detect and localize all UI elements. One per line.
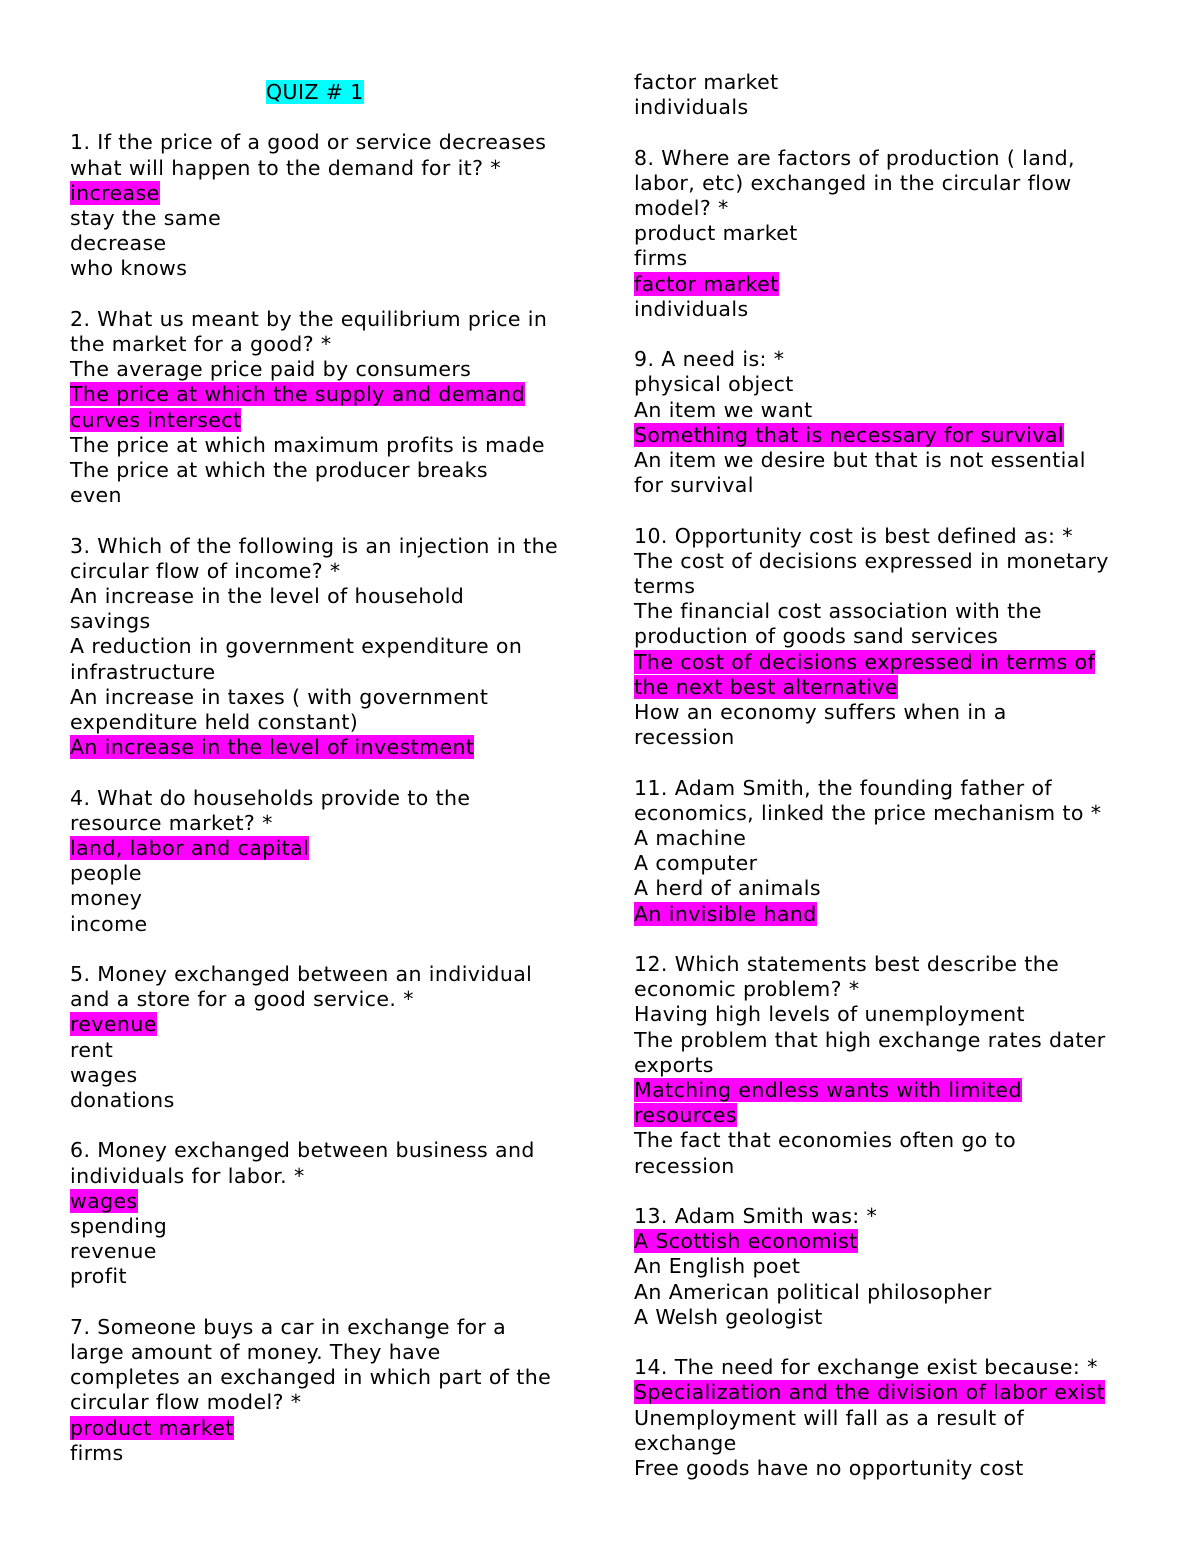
answer-option [70,1063,570,1088]
option-text: spending [70,1214,168,1239]
left-column [70,0,570,1466]
option-text: physical object [634,372,794,397]
highlighted-answer: Matching endless wants with limited [634,1078,1022,1103]
option-text: A reduction in government expenditure on [70,634,523,659]
answer-option [70,735,570,760]
option-text: exchange [634,1430,737,1455]
answer-option [70,609,570,634]
highlighted-answer: land, labor and capital [70,836,310,861]
question-block-q14 [634,1355,1144,1481]
answer-option [634,574,1144,599]
highlighted-answer: resources [634,1103,737,1128]
answer-option [70,1239,570,1264]
question-text: economics, linked the price mechanism to * [634,800,1102,825]
question-text: 10. Opportunity cost is best defined as: * [634,523,1073,548]
answer-option [634,876,1144,901]
option-text: A Welsh geologist [634,1304,823,1329]
highlighted-answer: revenue [70,1012,157,1037]
right-question-list [634,70,1144,1481]
answer-option [70,231,570,256]
question-block-q3 [70,534,570,761]
option-text: recession [634,725,735,750]
answer-option [634,246,1144,271]
option-text: product market [634,221,798,246]
highlighted-answer: An invisible hand [634,901,817,926]
answer-option [634,1154,1144,1179]
question-text: and a store for a good service. * [70,987,414,1012]
quiz-title: QUIZ # 1 [266,80,364,104]
option-text: The price at which the producer breaks [70,458,488,483]
question-block-q11 [634,776,1144,927]
question-block-q1 [70,130,570,281]
answer-option [70,836,570,861]
answer-option [634,372,1144,397]
option-text: The problem that high exchange rates dater [634,1027,1106,1052]
answer-option [634,221,1144,246]
option-text: Free goods have no opportunity cost [634,1456,1024,1481]
answer-option [70,408,570,433]
answer-option [634,448,1144,473]
question-text: 4. What do households provide to the [70,785,471,810]
question-text: 3. Which of the following is an injection in the [70,533,558,558]
answer-option [70,458,570,483]
answer-option [70,660,570,685]
answer-option [634,1254,1144,1279]
answer-option [634,1456,1144,1481]
answer-option [70,861,570,886]
question-spacer [634,1179,1144,1204]
question-text: large amount of money. They have [70,1340,441,1365]
option-text: terms [634,574,696,599]
option-text: people [70,861,142,886]
highlighted-answer: An increase in the level of investment [70,735,475,760]
question-block-q10 [634,524,1144,751]
option-text: An American political philosopher [634,1279,992,1304]
answer-option [70,685,570,710]
question-text: 14. The need for exchange exist because: * [634,1355,1098,1380]
highlighted-answer: the next best alternative [634,674,898,699]
highlighted-answer: Something that is necessary for survival [634,422,1064,447]
answer-option [634,624,1144,649]
option-text: revenue [70,1239,157,1264]
answer-option [70,710,570,735]
question-text: the market for a good? * [70,332,332,356]
answer-option [70,206,570,231]
answer-option [634,725,1144,750]
question-spacer [634,498,1144,523]
option-text: The financial cost association with the [634,599,1042,624]
answer-option [70,886,570,911]
question-text: 6. Money exchanged between business and [70,1138,535,1163]
answer-option [634,826,1144,851]
question-spacer [70,282,570,307]
option-text: The fact that economies often go to [634,1128,1017,1153]
highlighted-answer: factor market [634,271,779,296]
question-block-q4 [70,786,570,937]
question-text: model? * [634,196,729,220]
option-text: who knows [70,256,188,281]
answer-option [634,297,1144,322]
question-spacer [70,1113,570,1138]
question-block-q13 [634,1204,1144,1330]
answer-option [634,95,1144,120]
question-text: 8. Where are factors of production ( land, [634,145,1075,170]
option-text: How an economy suffers when in a [634,700,1007,725]
question-spacer [634,120,1144,145]
answer-option [634,851,1144,876]
question-text: 7. Someone buys a car in exchange for a [70,1314,507,1339]
question-spacer [634,1330,1144,1355]
answer-option [634,549,1144,574]
answer-option [634,1028,1144,1053]
option-text: decrease [70,231,167,256]
answer-option [634,599,1144,624]
question-spacer [634,750,1144,775]
answer-option [634,902,1144,927]
answer-option [634,1128,1144,1153]
option-text: money [70,886,143,911]
answer-option [634,675,1144,700]
answer-option [634,1280,1144,1305]
answer-option [70,382,570,407]
option-text: An increase in the level of household [70,584,465,609]
option-text: income [70,911,148,936]
title-line [70,80,570,105]
option-text: A machine [634,826,747,851]
option-text: An item we desire but that is not essential [634,448,1086,473]
option-text: The cost of decisions expressed in monetary [634,548,1109,573]
question-spacer [70,1290,570,1315]
option-text: The average price paid by consumers [70,357,472,382]
option-text: individuals [634,95,749,120]
answer-option [634,473,1144,498]
question-text: 9. A need is: * [634,347,785,372]
answer-option [634,1406,1144,1431]
highlighted-answer: A Scottish economist [634,1229,858,1254]
option-text: rent [70,1037,114,1062]
option-text: expenditure held constant) [70,710,359,735]
option-text: An item we want [634,397,813,422]
question-text: completes an exchanged in which part of the [70,1365,552,1390]
option-text: savings [70,609,151,634]
option-text: firms [634,246,688,271]
highlighted-answer: The price at which the supply and demand [70,382,525,407]
answer-option [70,912,570,937]
answer-option [634,1078,1144,1103]
question-block-q9 [634,347,1144,498]
question-spacer [634,927,1144,952]
option-text: A herd of animals [634,876,821,901]
highlighted-answer: Specialization and the division of labor exist [634,1380,1106,1405]
question-text: 1. If the price of a good or service decreases [70,130,547,155]
highlighted-answer: product market [70,1415,234,1440]
answer-option [70,1264,570,1289]
question-spacer [70,508,570,533]
question-text: individuals for labor. * [70,1163,305,1188]
option-text: individuals [634,296,749,321]
answer-option [70,433,570,458]
question-text: what will happen to the demand for it? * [70,155,501,180]
question-block-q6 [70,1138,570,1289]
answer-option [634,1053,1144,1078]
question-spacer [70,937,570,962]
option-text: infrastructure [70,659,216,684]
answer-option [70,1214,570,1239]
answer-option [634,1305,1144,1330]
answer-option [634,1002,1144,1027]
answer-option [70,483,570,508]
option-text: production of goods sand services [634,624,999,649]
left-question-list [70,130,570,1466]
answer-option [70,584,570,609]
question-block-q7-cont [634,70,1144,120]
highlighted-answer: The cost of decisions expressed in terms of [634,649,1096,674]
option-text: Having high levels of unemployment [634,1002,1025,1027]
answer-option [634,272,1144,297]
answer-option [634,423,1144,448]
question-text: circular flow of income? * [70,558,341,583]
answer-option [634,1431,1144,1456]
option-text: The price at which maximum profits is made [70,432,545,457]
option-text: even [70,483,122,508]
answer-option [634,700,1144,725]
answer-option [70,1038,570,1063]
answer-option [70,181,570,206]
right-column [634,0,1144,1481]
question-spacer [70,760,570,785]
answer-option [634,1380,1144,1405]
option-text: for survival [634,473,754,498]
option-text: A computer [634,851,758,876]
answer-option [70,357,570,382]
answer-option [634,1229,1144,1254]
option-text: An increase in taxes ( with government [70,684,489,709]
answer-option [70,1189,570,1214]
answer-option [634,1103,1144,1128]
option-text: wages [70,1062,138,1087]
option-text: factor market [634,70,779,94]
question-block-q12 [634,952,1144,1179]
question-text: economic problem? * [634,977,860,1002]
question-block-q5 [70,962,570,1113]
question-text: 2. What us meant by the equilibrium price in [70,306,548,331]
question-text: 13. Adam Smith was: * [634,1204,878,1229]
highlighted-answer: curves intersect [70,407,242,432]
question-block-q7 [70,1315,570,1466]
answer-option [634,650,1144,675]
option-text: recession [634,1153,735,1178]
question-text: 5. Money exchanged between an individual [70,962,533,987]
option-text: exports [634,1052,714,1077]
highlighted-answer: increase [70,180,160,205]
question-text: 11. Adam Smith, the founding father of [634,775,1053,800]
option-text: profit [70,1264,127,1289]
option-text: An English poet [634,1254,801,1279]
question-block-q2 [70,307,570,509]
answer-option [634,70,1144,95]
option-text: stay the same [70,206,222,230]
answer-option [70,1441,570,1466]
question-text: circular flow model? * [70,1390,302,1415]
question-block-q8 [634,146,1144,322]
question-spacer [634,322,1144,347]
option-text: donations [70,1088,175,1113]
highlighted-answer: wages [70,1188,138,1213]
option-text: Unemployment will fall as a result of [634,1405,1025,1430]
question-text: 12. Which statements best describe the [634,952,1060,977]
answer-option [70,1088,570,1113]
answer-option [70,256,570,281]
answer-option [70,1416,570,1441]
question-text: labor, etc) exchanged in the circular flow [634,170,1072,195]
question-text: resource market? * [70,810,273,835]
option-text: firms [70,1440,124,1465]
answer-option [70,634,570,659]
answer-option [70,1012,570,1037]
answer-option [634,398,1144,423]
